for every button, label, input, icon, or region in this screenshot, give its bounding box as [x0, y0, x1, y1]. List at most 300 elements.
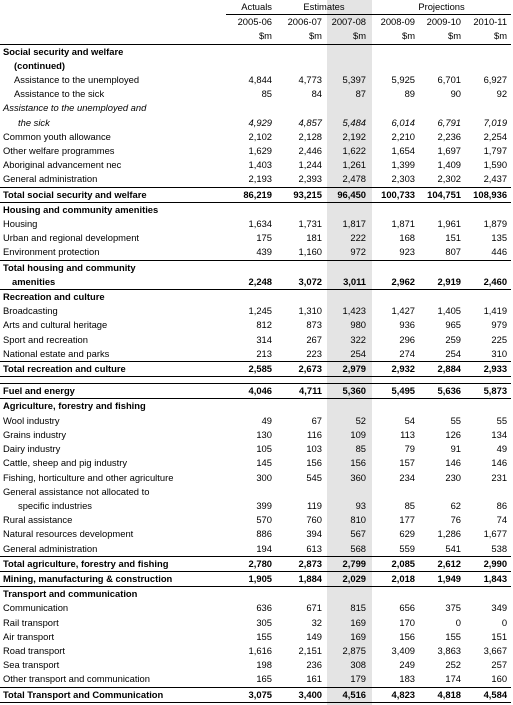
value-cell: 4,046 — [226, 384, 276, 399]
value-cell: 151 — [445, 232, 462, 244]
value-cell: 135 — [491, 232, 508, 244]
value-cell — [276, 399, 326, 414]
value-cell: 87 — [355, 88, 367, 100]
value-cell: 254 — [445, 347, 462, 359]
value-cell: 1,654 — [391, 145, 416, 157]
value-cell: 52 — [355, 414, 367, 426]
table-row — [0, 245, 511, 260]
total-row — [0, 571, 511, 586]
row-label: Total recreation and culture — [0, 362, 226, 377]
value-cell: 183 — [399, 673, 416, 685]
value-cell: 90 — [450, 88, 462, 100]
value-cell: 165 — [256, 673, 272, 685]
value-cell: 360 — [350, 471, 367, 483]
value-cell — [465, 260, 511, 275]
value-cell: 2,018 — [372, 571, 419, 586]
value-cell: 1,629 — [248, 145, 272, 157]
table-row — [0, 499, 511, 513]
value-cell: 134 — [491, 428, 508, 440]
value-cell: 3,667 — [483, 644, 508, 656]
table-row — [0, 73, 511, 87]
value-cell: 2,612 — [419, 556, 465, 571]
value-cell: 5,484 — [342, 116, 367, 128]
value-cell — [372, 44, 419, 59]
table-row — [0, 130, 511, 144]
value-cell: 5,636 — [419, 384, 465, 399]
table-row — [0, 485, 511, 499]
value-cell: 2,933 — [465, 362, 511, 377]
value-cell: 155 — [256, 630, 272, 642]
value-cell: 4,929 — [248, 116, 272, 128]
table-row — [0, 428, 511, 442]
value-cell: 2,673 — [276, 362, 326, 377]
value-cell: 54 — [404, 414, 416, 426]
value-cell — [326, 290, 372, 305]
table-row — [0, 456, 511, 470]
value-cell: 886 — [256, 528, 272, 540]
value-cell: 5,925 — [391, 74, 416, 86]
value-cell: 160 — [491, 673, 508, 685]
table-row — [0, 616, 511, 630]
row-label: Road transport — [3, 644, 66, 656]
row-label: Sea transport — [3, 659, 60, 671]
actuals-heading: Actuals — [226, 0, 276, 15]
value-cell: 1,697 — [437, 145, 462, 157]
row-label: Total Transport and Communication — [0, 687, 226, 702]
value-cell: 2,799 — [326, 556, 372, 571]
value-cell: 168 — [399, 232, 416, 244]
total-row — [0, 687, 511, 702]
value-cell: 656 — [399, 602, 416, 614]
table-row — [0, 442, 511, 456]
table-row — [0, 513, 511, 527]
value-cell — [372, 202, 419, 217]
value-cell: 1,403 — [248, 159, 272, 171]
value-cell: 2,193 — [248, 173, 272, 185]
value-cell — [276, 101, 326, 115]
value-cell: 100,733 — [372, 187, 419, 202]
value-cell: 225 — [491, 333, 508, 345]
row-label: Other welfare programmes — [3, 145, 115, 157]
value-cell: 1,244 — [298, 159, 322, 171]
row-label: Natural resources development — [3, 528, 134, 540]
value-cell — [419, 399, 465, 414]
value-cell: 2,875 — [342, 644, 367, 656]
value-cell — [276, 260, 326, 275]
value-cell: 807 — [445, 246, 462, 258]
row-label: Social security and welfare — [3, 45, 124, 57]
row-label: Recreation and culture — [3, 291, 105, 303]
value-cell: 1,843 — [465, 571, 511, 586]
table-row — [0, 158, 511, 172]
value-cell: 79 — [404, 443, 416, 455]
row-label: Housing — [3, 218, 38, 230]
value-cell: 257 — [491, 659, 508, 671]
table-row — [0, 231, 511, 245]
row-label: Urban and regional development — [3, 232, 140, 244]
value-cell: 103 — [306, 443, 322, 455]
table-row — [0, 644, 511, 658]
row-label: Other transport and communication — [3, 673, 150, 685]
value-cell: 151 — [491, 630, 508, 642]
value-cell: 155 — [445, 630, 462, 642]
value-cell: 2,919 — [419, 275, 465, 290]
value-cell: 259 — [445, 333, 462, 345]
value-cell — [372, 59, 419, 73]
value-cell — [465, 290, 511, 305]
estimates-heading: Estimates — [276, 0, 372, 15]
value-cell — [465, 44, 511, 59]
row-label: Housing and community amenities — [3, 203, 159, 215]
value-cell: 613 — [306, 542, 322, 554]
row-label: Total social security and welfare — [0, 187, 226, 202]
value-cell: 3,075 — [226, 687, 276, 702]
value-cell — [326, 202, 372, 217]
table-row — [0, 116, 511, 130]
value-cell: 198 — [256, 659, 272, 671]
row-label: Wool industry — [3, 414, 60, 426]
value-cell: 1,419 — [483, 305, 508, 317]
value-cell: 156 — [399, 630, 416, 642]
value-cell — [276, 485, 326, 499]
value-cell: 1,286 — [437, 528, 462, 540]
row-label: Fuel and energy — [0, 384, 226, 399]
value-cell: 1,245 — [248, 305, 272, 317]
value-cell — [465, 59, 511, 73]
unit-label: $m — [372, 29, 419, 44]
value-cell: 810 — [350, 514, 367, 526]
value-cell — [226, 587, 276, 602]
value-cell: 93 — [355, 499, 367, 511]
value-cell: 116 — [307, 428, 322, 440]
value-cell — [419, 101, 465, 115]
value-cell — [465, 202, 511, 217]
section-heading-row — [0, 44, 511, 59]
value-cell — [226, 260, 276, 275]
table-row — [0, 414, 511, 428]
row-label: Air transport — [3, 630, 55, 642]
value-cell: 174 — [445, 673, 462, 685]
value-cell: 1,160 — [298, 246, 322, 258]
row-label: (continued) — [14, 59, 66, 71]
value-cell — [326, 260, 372, 275]
value-cell — [226, 290, 276, 305]
value-cell: 322 — [350, 333, 367, 345]
value-cell: 93,215 — [276, 187, 326, 202]
value-cell: 923 — [399, 246, 416, 258]
row-label: Fishing, horticulture and other agriculture — [3, 471, 174, 483]
value-cell: 1,423 — [342, 305, 367, 317]
table-row — [0, 304, 511, 318]
value-cell: 2,962 — [372, 275, 419, 290]
value-cell: 305 — [256, 616, 272, 628]
value-cell: 119 — [307, 499, 322, 511]
value-cell: 1,797 — [483, 145, 508, 157]
value-cell — [226, 44, 276, 59]
table-row — [0, 471, 511, 485]
value-cell: 636 — [256, 602, 272, 614]
value-cell: 4,857 — [298, 116, 322, 128]
value-cell: 1,731 — [298, 218, 322, 230]
value-cell: 2,478 — [342, 173, 367, 185]
row-label: Assistance to the unemployed and — [3, 102, 147, 114]
value-cell: 234 — [399, 471, 416, 483]
value-cell: 541 — [445, 542, 462, 554]
table-row — [0, 542, 511, 557]
row-label: Assistance to the sick — [14, 88, 105, 100]
table-row — [0, 318, 511, 332]
value-cell: 113 — [400, 428, 416, 440]
value-cell — [419, 290, 465, 305]
value-cell: 126 — [445, 428, 462, 440]
value-cell: 4,818 — [419, 687, 465, 702]
value-cell: 979 — [491, 319, 508, 331]
value-cell: 230 — [445, 471, 462, 483]
value-cell: 570 — [256, 514, 272, 526]
table-row — [0, 101, 511, 115]
value-cell: 1,961 — [437, 218, 462, 230]
table-row — [0, 347, 511, 362]
value-cell: 3,863 — [437, 644, 462, 656]
value-cell: 62 — [450, 499, 462, 511]
total-row — [0, 260, 511, 275]
value-cell — [419, 44, 465, 59]
value-cell — [326, 101, 372, 115]
value-cell — [372, 290, 419, 305]
value-cell: 170 — [399, 616, 416, 628]
year-header: 2007-08 — [331, 16, 367, 28]
row-label: Communication — [3, 602, 69, 614]
header-group-row — [0, 0, 511, 15]
value-cell: 252 — [445, 659, 462, 671]
value-cell — [226, 399, 276, 414]
value-cell: 55 — [496, 414, 508, 426]
value-cell: 2,437 — [483, 173, 508, 185]
row-label: Total agriculture, forestry and fishing — [0, 556, 226, 571]
value-cell: 1,884 — [276, 571, 326, 586]
value-cell: 7,019 — [483, 116, 508, 128]
value-cell: 1,405 — [437, 305, 462, 317]
value-cell: 815 — [350, 602, 367, 614]
value-cell: 157 — [399, 457, 416, 469]
value-cell: 130 — [256, 428, 272, 440]
value-cell: 109 — [350, 428, 367, 440]
value-cell: 179 — [350, 673, 367, 685]
value-cell: 149 — [306, 630, 322, 642]
value-cell: 2,884 — [419, 362, 465, 377]
value-cell: 2,236 — [437, 130, 462, 142]
value-cell: 67 — [311, 414, 322, 426]
value-cell: 146 — [445, 457, 462, 469]
value-cell: 32 — [311, 616, 322, 628]
unit-label: $m — [226, 29, 276, 44]
value-cell: 538 — [491, 542, 508, 554]
value-cell: 629 — [399, 528, 416, 540]
year-header: 2005-06 — [237, 16, 272, 28]
table-row — [0, 172, 511, 187]
value-cell — [226, 485, 276, 499]
value-cell: 2,254 — [483, 130, 508, 142]
value-cell — [326, 399, 372, 414]
row-label: specific industries — [18, 499, 92, 511]
value-cell: 6,014 — [391, 116, 416, 128]
total-row — [0, 187, 511, 202]
spacer-row — [0, 377, 511, 384]
value-cell — [372, 399, 419, 414]
value-cell: 2,192 — [342, 130, 367, 142]
value-cell: 108,936 — [465, 187, 511, 202]
row-label: General administration — [3, 173, 98, 185]
value-cell: 545 — [306, 471, 322, 483]
value-cell: 6,791 — [437, 116, 462, 128]
table-row — [0, 87, 511, 101]
value-cell: 2,102 — [248, 130, 272, 142]
row-label: amenities — [0, 275, 226, 290]
value-cell — [226, 59, 276, 73]
value-cell: 74 — [496, 514, 508, 526]
section-heading-row — [0, 202, 511, 217]
row-label: General assistance not allocated to — [3, 485, 150, 497]
total-row — [0, 362, 511, 377]
value-cell: 2,585 — [226, 362, 276, 377]
value-cell — [419, 260, 465, 275]
total-row — [0, 275, 511, 290]
row-label: General administration — [3, 542, 98, 554]
section-heading-row — [0, 59, 511, 73]
value-cell: 873 — [306, 319, 322, 331]
year-header: 2010-11 — [473, 16, 508, 28]
value-cell: 0 — [501, 616, 508, 628]
value-cell: 3,409 — [391, 644, 416, 656]
value-cell: 0 — [455, 616, 462, 628]
value-cell: 4,516 — [326, 687, 372, 702]
value-cell: 2,151 — [298, 644, 322, 656]
value-cell: 568 — [350, 542, 367, 554]
value-cell: 161 — [306, 673, 322, 685]
value-cell: 236 — [306, 659, 322, 671]
value-cell: 76 — [450, 514, 462, 526]
value-cell: 267 — [306, 333, 322, 345]
value-cell — [326, 587, 372, 602]
value-cell: 2,932 — [372, 362, 419, 377]
value-cell: 91 — [450, 443, 462, 455]
value-cell: 1,590 — [483, 159, 508, 171]
value-cell: 177 — [399, 514, 416, 526]
value-cell: 49 — [261, 414, 272, 426]
value-cell: 760 — [306, 514, 322, 526]
value-cell: 1,427 — [391, 305, 416, 317]
value-cell: 446 — [491, 246, 508, 258]
value-cell — [465, 587, 511, 602]
value-cell: 169 — [350, 630, 367, 642]
value-cell: 4,844 — [248, 74, 272, 86]
value-cell: 2,302 — [437, 173, 462, 185]
row-label: Mining, manufacturing & construction — [0, 571, 226, 586]
value-cell: 1,905 — [226, 571, 276, 586]
value-cell: 5,397 — [342, 74, 367, 86]
row-label: Dairy industry — [3, 443, 61, 455]
value-cell: 1,634 — [248, 218, 272, 230]
value-cell — [372, 260, 419, 275]
value-cell: 85 — [261, 88, 272, 100]
value-cell: 2,990 — [465, 556, 511, 571]
section-heading-row — [0, 290, 511, 305]
value-cell: 156 — [350, 457, 367, 469]
section-heading-row — [0, 587, 511, 602]
value-cell: 310 — [491, 347, 508, 359]
total-row — [0, 384, 511, 399]
value-cell: 89 — [404, 88, 416, 100]
value-cell: 6,927 — [483, 74, 508, 86]
row-label: Transport and communication — [3, 588, 138, 600]
value-cell — [276, 59, 326, 73]
value-cell: 2,248 — [226, 275, 276, 290]
value-cell: 231 — [491, 471, 508, 483]
value-cell: 812 — [256, 319, 272, 331]
row-label: Environment protection — [3, 246, 100, 258]
value-cell: 2,210 — [391, 130, 416, 142]
value-cell: 1,871 — [391, 218, 416, 230]
value-cell: 349 — [491, 602, 508, 614]
row-label: Rail transport — [3, 616, 59, 628]
value-cell: 104,751 — [419, 187, 465, 202]
value-cell: 2,393 — [298, 173, 322, 185]
value-cell: 1,949 — [419, 571, 465, 586]
table-row — [0, 217, 511, 231]
value-cell: 86,219 — [226, 187, 276, 202]
value-cell: 1,399 — [391, 159, 416, 171]
value-cell: 2,780 — [226, 556, 276, 571]
value-cell — [372, 587, 419, 602]
value-cell: 181 — [306, 232, 322, 244]
value-cell — [419, 202, 465, 217]
section-heading-row — [0, 399, 511, 414]
value-cell: 1,409 — [437, 159, 462, 171]
value-cell: 5,360 — [326, 384, 372, 399]
value-cell: 85 — [404, 499, 416, 511]
table-row — [0, 658, 511, 672]
value-cell: 2,303 — [391, 173, 416, 185]
value-cell: 1,616 — [248, 644, 272, 656]
row-label: Grains industry — [3, 428, 67, 440]
value-cell: 96,450 — [326, 187, 372, 202]
value-cell: 965 — [445, 319, 462, 331]
value-cell: 2,128 — [298, 130, 322, 142]
value-cell: 274 — [399, 347, 416, 359]
row-label: Assistance to the unemployed — [14, 74, 140, 86]
value-cell: 1,677 — [483, 528, 508, 540]
value-cell — [372, 485, 419, 499]
value-cell: 314 — [256, 333, 272, 345]
value-cell: 4,823 — [372, 687, 419, 702]
value-cell — [226, 101, 276, 115]
value-cell: 169 — [350, 616, 367, 628]
value-cell: 55 — [450, 414, 462, 426]
table-row — [0, 527, 511, 541]
value-cell: 399 — [256, 499, 272, 511]
row-label: Rural assistance — [3, 514, 73, 526]
unit-label: $m — [276, 29, 326, 44]
value-cell: 4,773 — [298, 74, 322, 86]
value-cell: 105 — [256, 443, 272, 455]
value-cell: 2,979 — [326, 362, 372, 377]
value-cell — [465, 399, 511, 414]
value-cell: 223 — [306, 347, 322, 359]
value-cell: 5,495 — [372, 384, 419, 399]
value-cell: 1,622 — [342, 145, 367, 157]
row-label: Total housing and community — [0, 260, 226, 275]
value-cell: 84 — [311, 88, 322, 100]
